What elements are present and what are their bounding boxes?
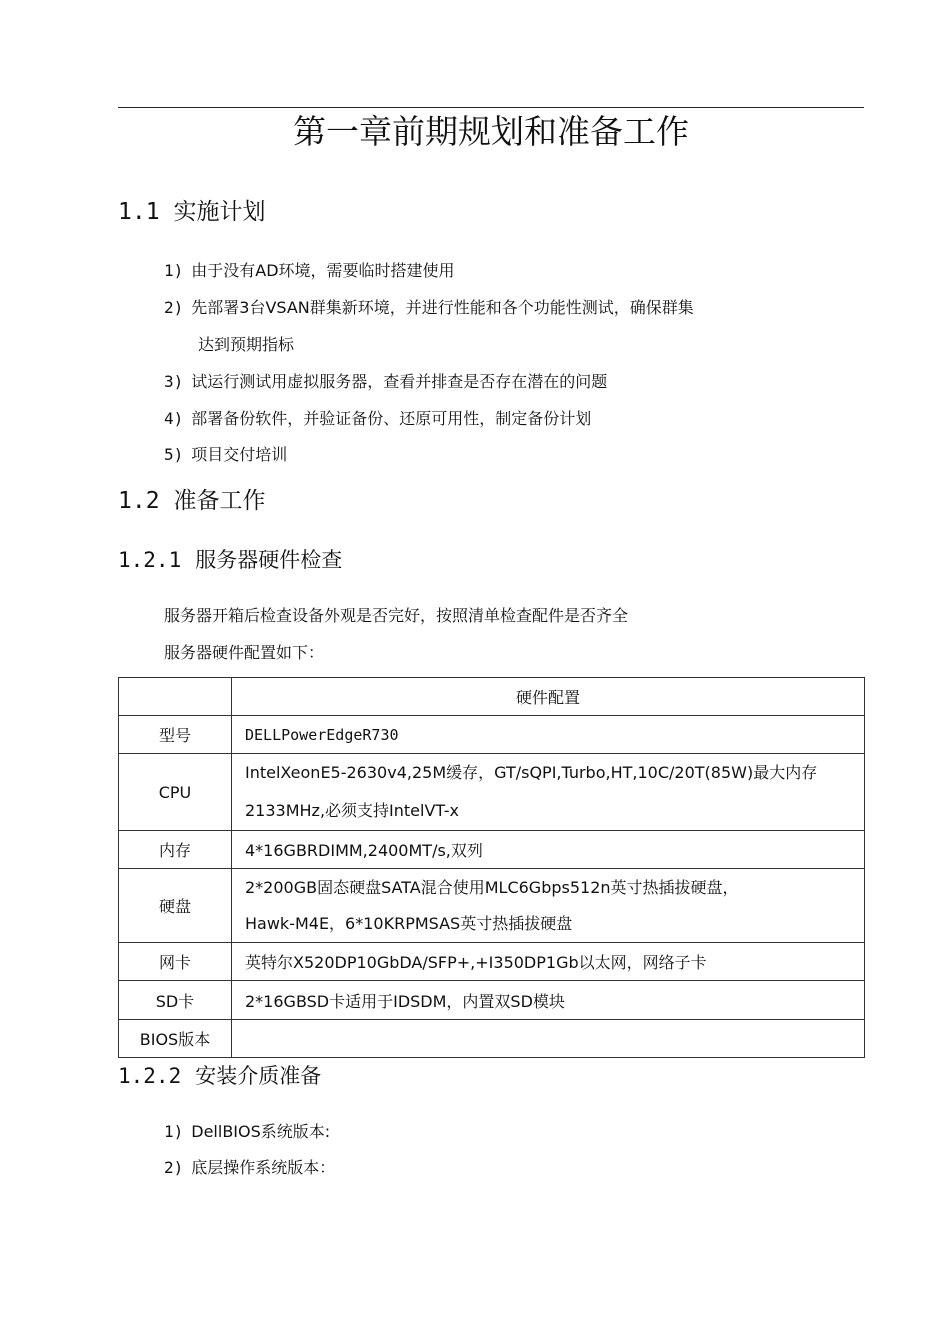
section-title: 准备工作 xyxy=(173,488,266,514)
list-text: 先部署3台VSAN群集新环境，并进行性能和各个功能性测试，确保群集 xyxy=(191,298,694,317)
table-label-cell: 内存 xyxy=(119,831,232,869)
table-value-cell: 2*16GBSD卡适用于IDSDM，内置双SD模块 xyxy=(232,981,865,1020)
table-row xyxy=(119,869,865,943)
section-heading-1-1 xyxy=(118,197,266,227)
table-value-cell: 4*16GBRDIMM,2400MT/s,双列 xyxy=(232,831,865,869)
table-header-cell: 硬件配置 xyxy=(232,678,865,716)
section-number: 1.2.2 xyxy=(118,1064,182,1088)
list-marker: 4) xyxy=(164,409,184,428)
table-value-cell: DELLPowerEdgeR730 xyxy=(232,716,865,754)
table-row xyxy=(119,1020,865,1058)
section-number: 1.2.1 xyxy=(118,548,182,572)
table-row xyxy=(119,981,865,1020)
list-text: 试运行测试用虚拟服务器，查看并排查是否存在潜在的问题 xyxy=(191,372,608,391)
section-heading-1-2-1 xyxy=(118,546,342,574)
list-item xyxy=(164,1121,330,1143)
table-value-line: Hawk-M4E，6*10KRPMSAS英寸热插拔硬盘 xyxy=(245,913,573,933)
table-label-cell: BIOS版本 xyxy=(119,1020,232,1058)
section-number: 1.2 xyxy=(118,488,160,514)
table-label-cell: 网卡 xyxy=(119,943,232,981)
table-header-row xyxy=(119,678,865,716)
table-value-cell xyxy=(232,869,865,943)
paragraph: 服务器开箱后检查设备外观是否完好，按照清单检查配件是否齐全 xyxy=(164,606,629,625)
table-row xyxy=(119,943,865,981)
section-heading-1-2 xyxy=(118,486,266,516)
list-item xyxy=(164,1157,335,1179)
list-text: DellBIOS系统版本: xyxy=(191,1122,331,1141)
section-number: 1.1 xyxy=(118,199,160,225)
table-row xyxy=(119,831,865,869)
table-cell xyxy=(119,678,232,716)
section-title: 实施计划 xyxy=(173,199,266,225)
list-text: 由于没有AD环境，需要临时搭建使用 xyxy=(191,261,455,280)
list-marker: 5) xyxy=(164,445,184,464)
list-marker: 1) xyxy=(164,261,184,280)
list-item xyxy=(164,260,455,282)
table-value-cell: 英特尔X520DP10GbDA/SFP+,+I350DP1Gb以太网，网络子卡 xyxy=(232,943,865,981)
section-heading-1-2-2 xyxy=(118,1062,321,1090)
table-value-cell: IntelXeonE5-2630v4,25M缓存，GT/sQPI,Turbo,HT,10C/20T(85W)最大内存2133MHz,必须支持IntelVT-x xyxy=(232,754,865,831)
section-title: 安装介质准备 xyxy=(195,1064,322,1088)
table-value-cell xyxy=(232,1020,865,1058)
table-label-cell: CPU xyxy=(119,754,232,831)
list-item xyxy=(164,297,694,319)
hardware-config-table xyxy=(118,677,865,1058)
list-marker: 2) xyxy=(164,298,184,317)
list-item xyxy=(164,371,607,393)
list-marker: 2) xyxy=(164,1158,184,1177)
chapter-title: 第一章前期规划和准备工作 xyxy=(293,112,689,151)
table-label-cell: SD卡 xyxy=(119,981,232,1020)
header-rule xyxy=(118,107,864,108)
section-title: 服务器硬件检查 xyxy=(195,548,343,572)
table-value-line: 2*200GB固态硬盘SATA混合使用MLC6Gbps512n英寸热插拔硬盘， xyxy=(245,877,739,897)
list-item xyxy=(164,408,591,430)
paragraph: 服务器硬件配置如下： xyxy=(164,643,325,662)
list-item xyxy=(164,444,287,466)
list-text: 部署备份软件，并验证备份、还原可用性，制定备份计划 xyxy=(191,409,592,428)
list-text: 底层操作系统版本： xyxy=(191,1158,336,1177)
list-text: 项目交付培训 xyxy=(191,445,288,464)
list-item-continuation: 达到预期指标 xyxy=(198,335,295,354)
table-label-cell: 硬盘 xyxy=(119,869,232,943)
table-row xyxy=(119,754,865,831)
table-row xyxy=(119,716,865,754)
list-marker: 3) xyxy=(164,372,184,391)
list-marker: 1) xyxy=(164,1122,184,1141)
table-label-cell: 型号 xyxy=(119,716,232,754)
